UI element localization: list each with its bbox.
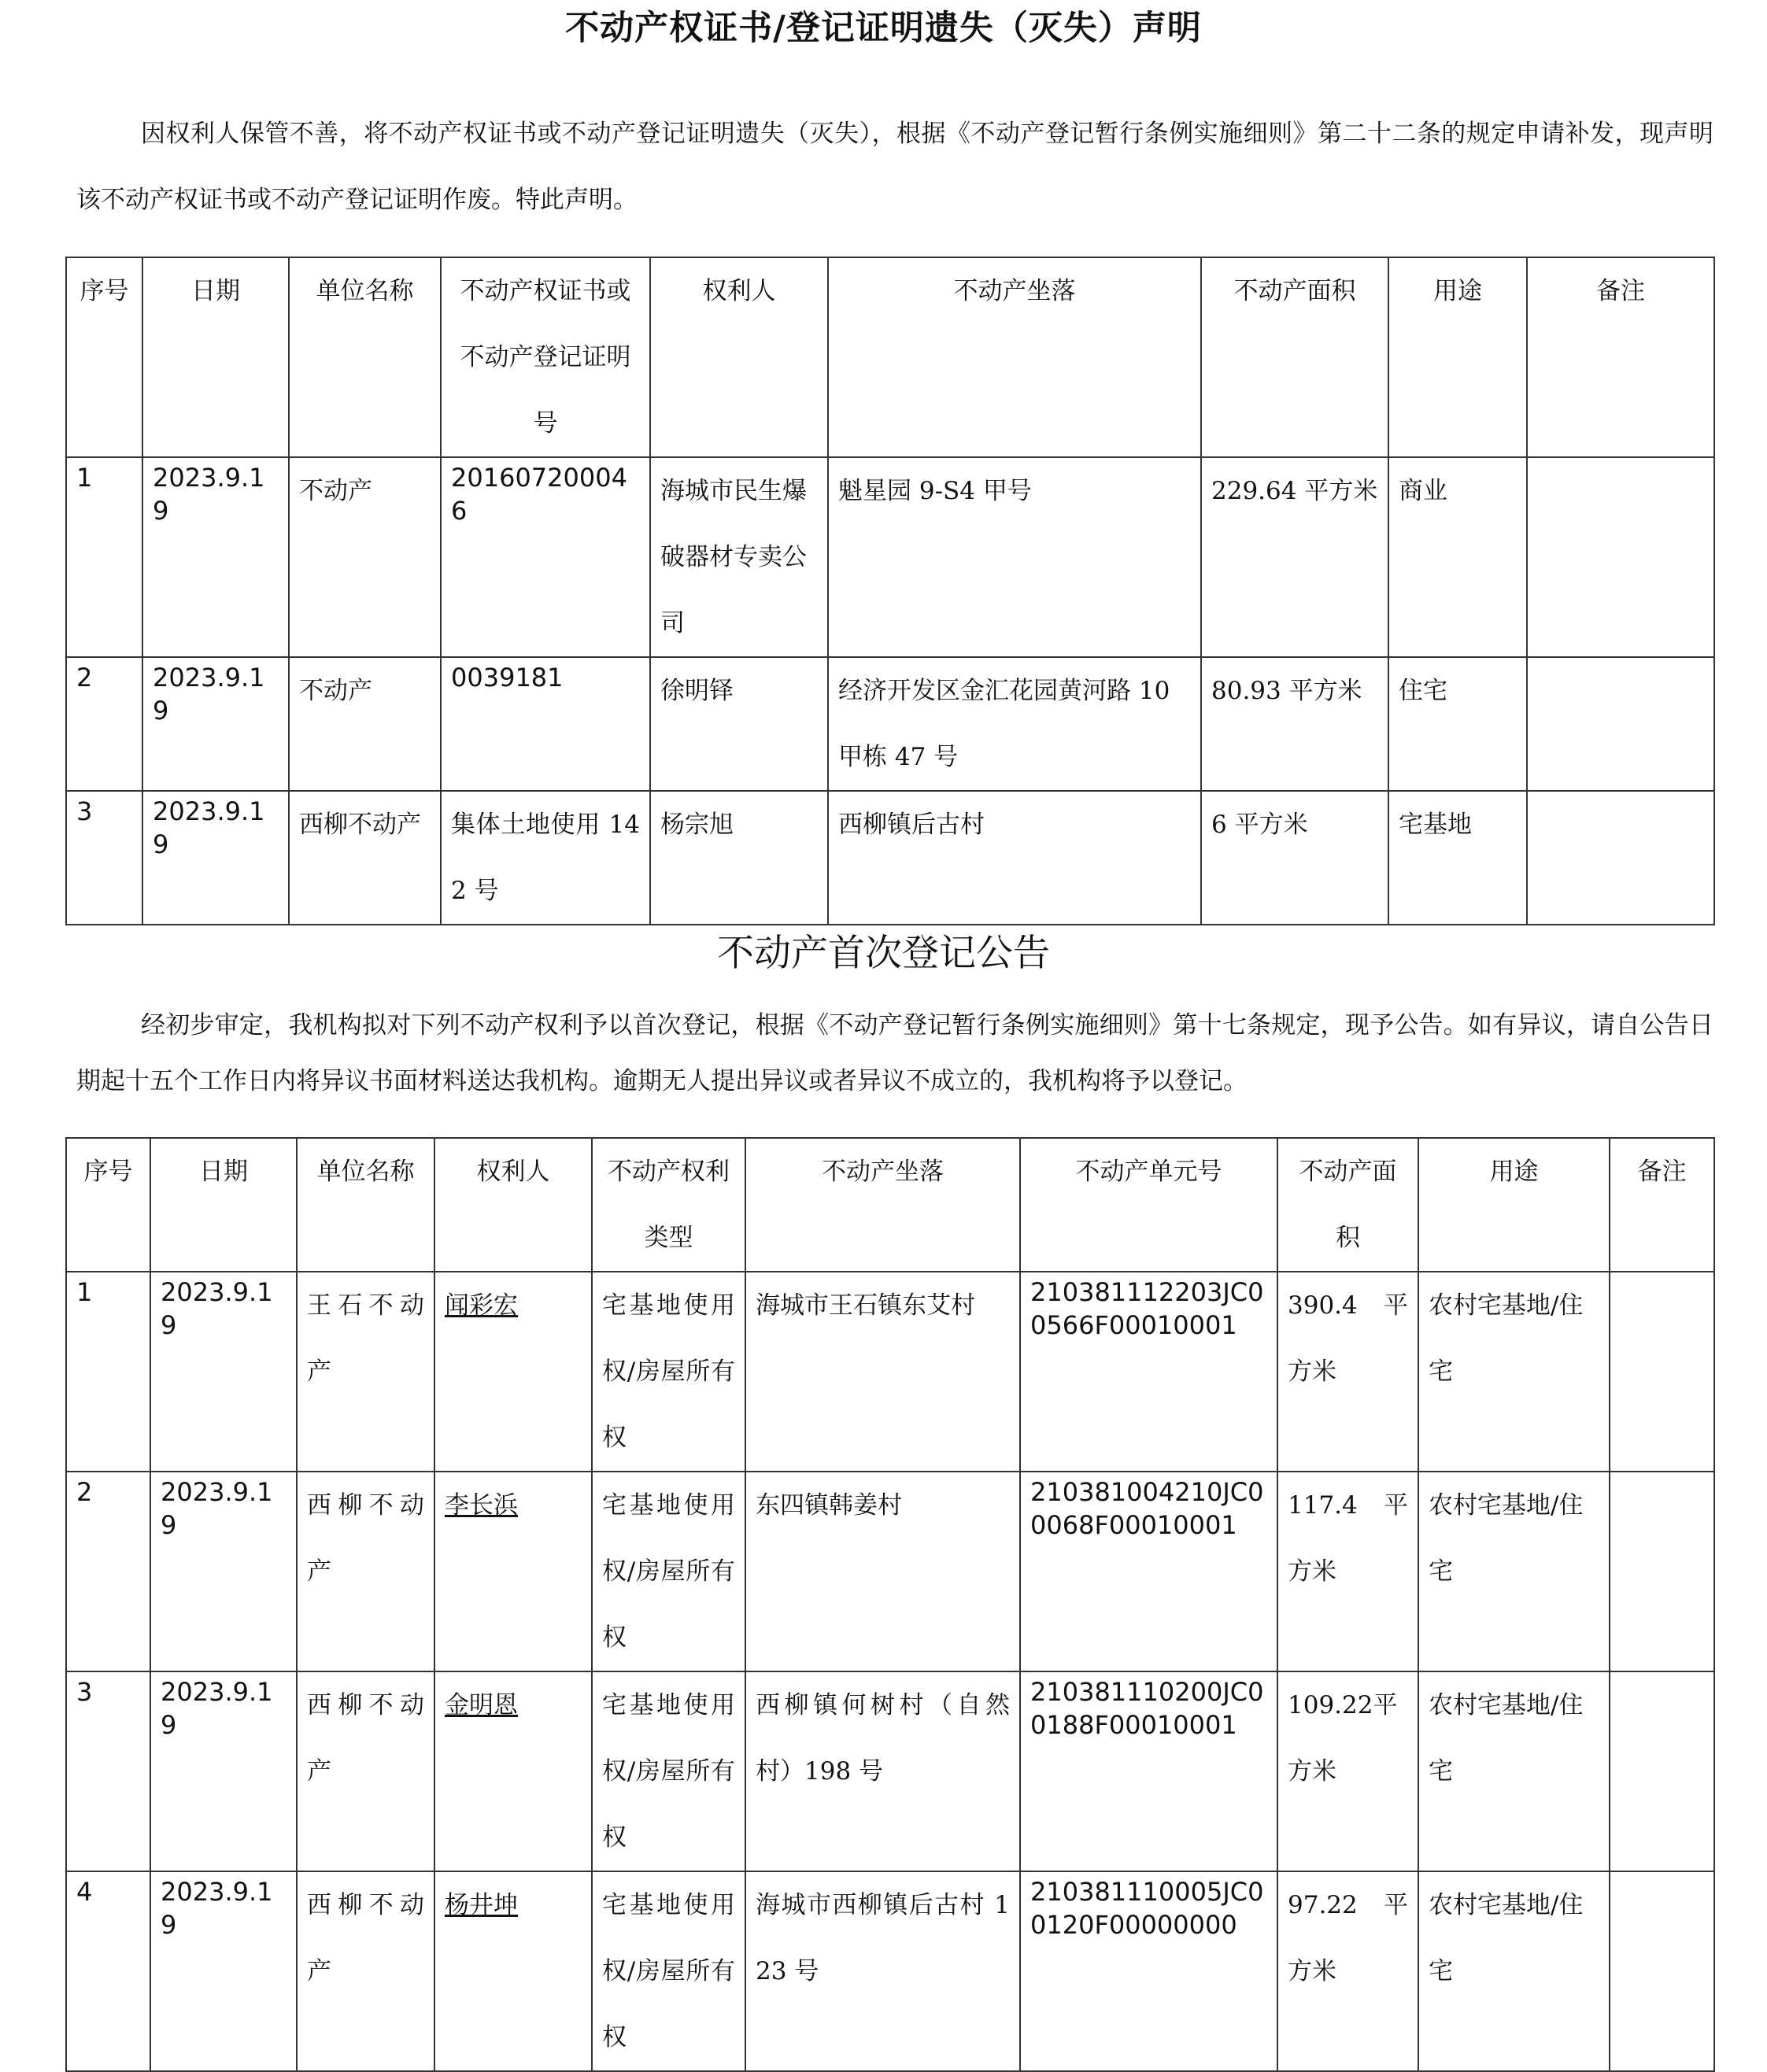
table-row (66, 1272, 1714, 1472)
table-row (66, 1671, 1714, 1871)
header-cell: 权利人 (650, 257, 828, 457)
table-row (66, 1871, 1714, 2071)
header-cell: 单位名称 (297, 1138, 434, 1272)
header-cell: 不动产权证书或不动产登记证明号 (441, 257, 650, 457)
location-cell: 海城市西柳镇后古村 123 号 (745, 1871, 1020, 2071)
date-cell: 2023.9.19 (150, 1472, 297, 1671)
row-number: 3 (66, 1671, 150, 1871)
date-cell: 2023.9.19 (150, 1671, 297, 1871)
owner-cell (434, 1272, 592, 1472)
first-registration-title: 不动产首次登记公告 (717, 932, 1050, 975)
note-cell (1527, 657, 1714, 791)
row-number: 2 (66, 657, 142, 791)
area-cell: 109.22平方米 (1277, 1671, 1418, 1871)
header-cell: 不动产坐落 (828, 257, 1201, 457)
header-cell: 不动产坐落 (745, 1138, 1020, 1272)
table-row (66, 791, 1714, 925)
loss-statement-table (65, 257, 1715, 925)
unit-number-cell: 210381110200JC00188F00010001 (1020, 1671, 1277, 1871)
use-cell: 农村宅基地/住宅 (1418, 1472, 1610, 1671)
area-cell: 390.4 平方米 (1277, 1272, 1418, 1472)
right-type-cell: 宅基地使用权/房屋所有权 (592, 1272, 745, 1472)
header-cell: 用途 (1418, 1138, 1610, 1272)
date-cell: 2023.9.19 (150, 1272, 297, 1472)
unit-cell: 不动产 (289, 457, 441, 657)
location-cell: 魁星园 9-S4 甲号 (828, 457, 1201, 657)
note-cell (1610, 1272, 1714, 1472)
note-cell (1527, 791, 1714, 925)
header-cell: 日期 (142, 257, 289, 457)
table-row (66, 1472, 1714, 1671)
date-cell: 2023.9.19 (142, 791, 289, 925)
loss-statement-paragraph: 因权利人保管不善，将不动产权证书或不动产登记证明遗失（灭失），根据《不动产登记暂行条例实施细则》第二十二条的规定申请补发，现声明该不动产权证书或不动产登记证明作废。特此声明。 (76, 120, 1713, 214)
unit-number-cell: 210381004210JC00068F00010001 (1020, 1472, 1277, 1671)
row-number: 2 (66, 1472, 150, 1671)
date-cell: 2023.9.19 (150, 1871, 297, 2071)
unit-cell: 不动产 (289, 657, 441, 791)
right-type-cell: 宅基地使用权/房屋所有权 (592, 1871, 745, 2071)
unit-number-cell: 210381110005JC00120F00000000 (1020, 1871, 1277, 2071)
owner-cell (434, 1871, 592, 2071)
row-number: 1 (66, 457, 142, 657)
first-registration-table (65, 1137, 1715, 2072)
header-cell: 备注 (1610, 1138, 1714, 1272)
use-cell: 农村宅基地/住宅 (1418, 1671, 1610, 1871)
use-cell: 宅基地 (1388, 791, 1527, 925)
note-cell (1610, 1671, 1714, 1871)
location-cell: 海城市王石镇东艾村 (745, 1272, 1020, 1472)
loss-statement-title: 不动产权证书/登记证明遗失（灭失）声明 (565, 9, 1202, 48)
right-type-cell: 宅基地使用权/房屋所有权 (592, 1472, 745, 1671)
owner-name-link[interactable]: 杨井坤 (445, 1891, 518, 1919)
date-cell: 2023.9.19 (142, 457, 289, 657)
use-cell: 农村宅基地/住宅 (1418, 1871, 1610, 2071)
table-header-row (66, 1138, 1714, 1272)
owner-cell: 海城市民生爆破器材专卖公司 (650, 457, 828, 657)
unit-cell: 西柳不动产 (297, 1671, 434, 1871)
header-cell: 不动产权利类型 (592, 1138, 745, 1272)
note-cell (1610, 1472, 1714, 1671)
location-cell: 西柳镇后古村 (828, 791, 1201, 925)
area-cell: 80.93 平方米 (1201, 657, 1388, 791)
unit-cell: 西柳不动产 (297, 1871, 434, 2071)
table-row (66, 657, 1714, 791)
header-cell: 不动产面积 (1201, 257, 1388, 457)
cert-number-cell: 集体土地使用 142 号 (441, 791, 650, 925)
unit-cell: 王石不动产 (297, 1272, 434, 1472)
owner-name-link[interactable]: 金明恩 (445, 1691, 518, 1719)
table-header-row (66, 257, 1714, 457)
owner-name-link[interactable]: 闻彩宏 (445, 1291, 518, 1320)
header-cell: 备注 (1527, 257, 1714, 457)
row-number: 3 (66, 791, 142, 925)
header-cell: 用途 (1388, 257, 1527, 457)
row-number: 1 (66, 1272, 150, 1472)
owner-name-link[interactable]: 李长浜 (445, 1491, 518, 1520)
cert-number-cell: 201607200046 (441, 457, 650, 657)
area-cell: 229.64 平方米 (1201, 457, 1388, 657)
use-cell: 住宅 (1388, 657, 1527, 791)
use-cell: 商业 (1388, 457, 1527, 657)
area-cell: 97.22 平方米 (1277, 1871, 1418, 2071)
header-cell: 序号 (66, 1138, 150, 1272)
table-row (66, 457, 1714, 657)
location-cell: 西柳镇何树村（自然村）198 号 (745, 1671, 1020, 1871)
unit-cell: 西柳不动产 (297, 1472, 434, 1671)
owner-cell (434, 1472, 592, 1671)
use-cell: 农村宅基地/住宅 (1418, 1272, 1610, 1472)
unit-number-cell: 210381112203JC00566F00010001 (1020, 1272, 1277, 1472)
header-cell: 不动产面积 (1277, 1138, 1418, 1272)
header-cell: 单位名称 (289, 257, 441, 457)
cert-number-cell: 0039181 (441, 657, 650, 791)
area-cell: 117.4 平方米 (1277, 1472, 1418, 1671)
owner-cell: 杨宗旭 (650, 791, 828, 925)
owner-cell: 徐明铎 (650, 657, 828, 791)
header-cell: 不动产单元号 (1020, 1138, 1277, 1272)
date-cell: 2023.9.19 (142, 657, 289, 791)
header-cell: 权利人 (434, 1138, 592, 1272)
row-number: 4 (66, 1871, 150, 2071)
header-cell: 日期 (150, 1138, 297, 1272)
location-cell: 经济开发区金汇花园黄河路 10 甲栋 47 号 (828, 657, 1201, 791)
owner-cell (434, 1671, 592, 1871)
note-cell (1527, 457, 1714, 657)
right-type-cell: 宅基地使用权/房屋所有权 (592, 1671, 745, 1871)
unit-cell: 西柳不动产 (289, 791, 441, 925)
note-cell (1610, 1871, 1714, 2071)
header-cell: 序号 (66, 257, 142, 457)
area-cell: 6 平方米 (1201, 791, 1388, 925)
first-registration-paragraph: 经初步审定，我机构拟对下列不动产权利予以首次登记，根据《不动产登记暂行条例实施细则》第十七条规定，现予公告。如有异议，请自公告日期起十五个工作日内将异议书面材料送达我机构。逾期无人提出异议或者异议不成立的，我机构将予以登记。 (76, 1011, 1713, 1095)
location-cell: 东四镇韩姜村 (745, 1472, 1020, 1671)
